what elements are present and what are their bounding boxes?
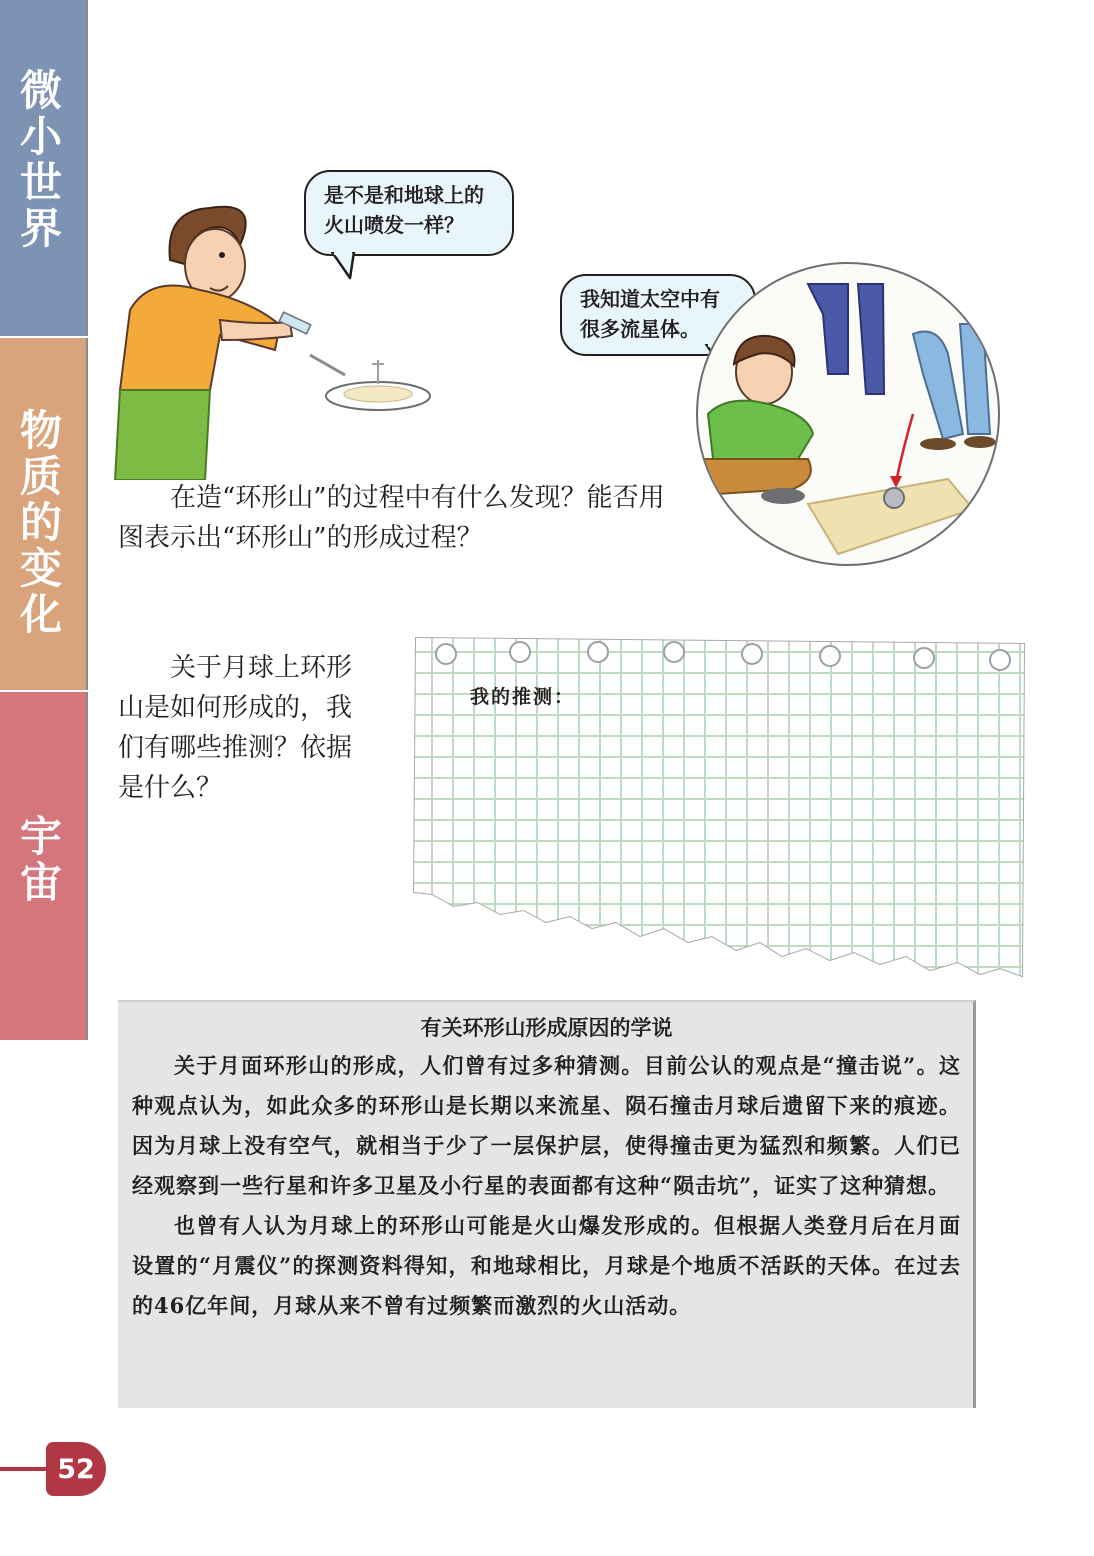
info-box-paragraph: 关于月面环形山的形成，人们曾有过多种猜测。目前公认的观点是“撞击说”。这种观点认为，如此众多的环形山是长期以来流星、陨石撞击月球后遗留下来的痕迹。因为月球上没有空气，就相当于少了一层保护层，使得撞击更为猛烈和频繁。人们已经观察到一些行星和许多卫星及小行星的表面都有这种“陨击坑”，证实了这种猜想。: [132, 1053, 961, 1198]
page-number: 52: [46, 1442, 106, 1496]
chapter-tab-label: 物质的变化: [14, 408, 63, 638]
question-text: 在造“环形山”的过程中有什么发现？能否用图表示出“环形山”的形成过程？: [118, 483, 665, 553]
note-label: 我的推测：: [470, 686, 576, 708]
activity-question-2: [118, 648, 370, 808]
activity-question-1: [118, 478, 688, 558]
speech-bubble-text: 我知道太空中有很多流星体。: [580, 287, 720, 341]
chapter-tab-universe: [0, 692, 88, 1040]
speech-bubble-tail: [330, 252, 370, 280]
crater-scene-drawing: [698, 264, 998, 564]
info-box-title: 有关环形山形成原因的学说: [420, 1016, 673, 1040]
info-box-paragraph: 也曾有人认为月球上的环形山可能是火山爆发形成的。但根据人类登月后在月面设置的“月震仪”的探测资料得知，和地球相比，月球是个地质不活跃的天体。在过去的46亿年间，月球从来不曾有过频繁而激烈的火山活动。: [132, 1213, 961, 1318]
speech-bubble-text: 是不是和地球上的火山喷发一样？: [324, 183, 484, 237]
chapter-tab-label: 微小世界: [14, 68, 63, 252]
speech-bubble-boy: [304, 170, 514, 256]
info-box: [118, 1000, 976, 1408]
chapter-tab-micro-world: [0, 0, 88, 336]
crater-experiment-illustration: [696, 262, 1000, 566]
question-text: 关于月球上环形山是如何形成的，我们有哪些推测？依据是什么？: [118, 653, 353, 803]
chapter-tab-matter-change: [0, 338, 88, 690]
chapter-tab-label: 宇宙: [14, 814, 63, 906]
